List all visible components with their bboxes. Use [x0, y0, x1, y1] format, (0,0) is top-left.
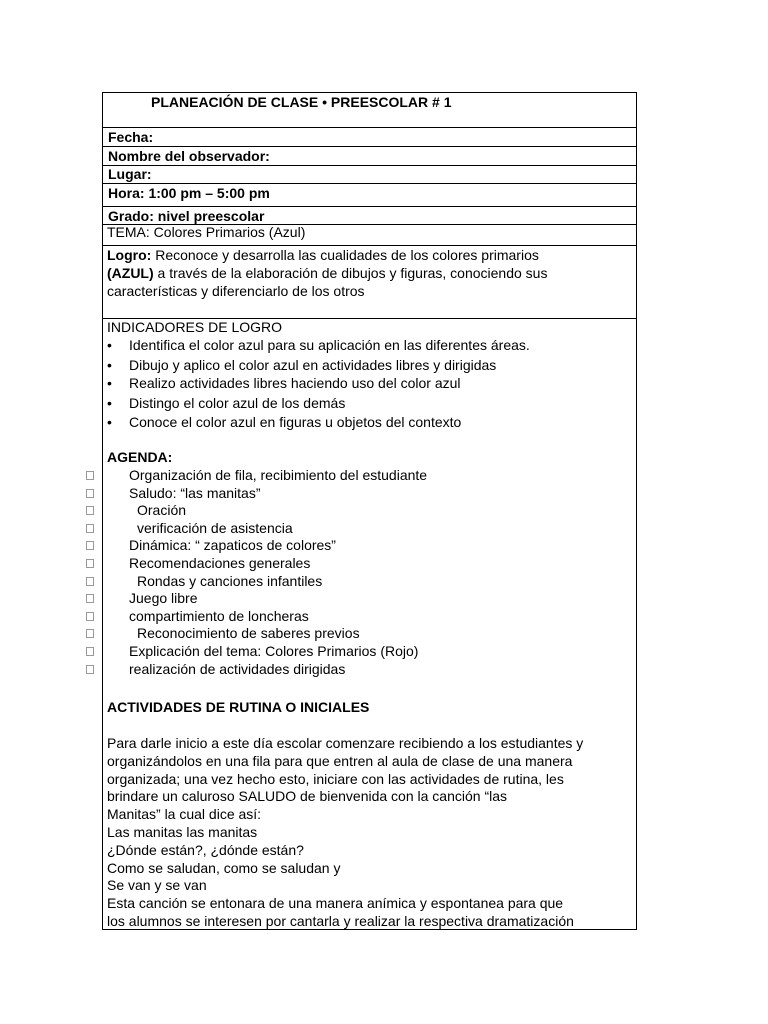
actividades-line: Para darle inicio a este día escolar comenzare recibiendo a los estudiantes y [107, 735, 584, 751]
actividades-line: Las manitas las manitas [107, 824, 258, 840]
logro-paragraph [107, 246, 632, 300]
checkbox-placeholder-icon [86, 506, 94, 515]
logro-row [103, 246, 636, 319]
bullet-icon: • [107, 414, 112, 430]
indicador-text: Conoce el color azul en figuras u objetos del contexto [129, 414, 462, 430]
checkbox-placeholder-icon [86, 594, 94, 603]
checkbox-placeholder-icon [86, 577, 94, 586]
indicador-text: Dibujo y aplico el color azul en actividades libres y dirigidas [129, 357, 497, 373]
observador-label: Nombre del observador: [108, 148, 270, 164]
agenda-item: Reconocimiento de saberes previos [137, 625, 360, 642]
grado-row [103, 207, 636, 225]
checkbox-placeholder-icon [86, 524, 94, 533]
actividades-line: Como se saludan, como se saludan y [107, 859, 341, 876]
checkbox-placeholder-icon [86, 612, 94, 621]
checkbox-placeholder-icon [86, 647, 94, 656]
actividades-line: Manitas” la cual dice así: [107, 806, 262, 823]
page-title: PLANEACIÓN DE CLASE • PREESCOLAR # 1 [151, 94, 452, 110]
tema-row [103, 225, 636, 246]
actividades-heading: ACTIVIDADES DE RUTINA O INICIALES [107, 699, 370, 715]
actividades-line: organizada; una vez hecho esto, iniciare con las actividades de rutina, les [107, 770, 564, 787]
lesson-plan-table [102, 92, 637, 930]
hora-row [103, 184, 636, 207]
checkbox-placeholder-icon [86, 541, 94, 550]
bullet-icon: • [107, 395, 112, 411]
agenda-item: Dinámica: “ zapaticos de colores” [129, 537, 336, 554]
actividades-line: los alumnos se interesen por cantarla y realizar la respectiva dramatización [107, 913, 574, 929]
bullet-icon: • [107, 337, 112, 353]
actividades-line: organizándolos en una fila para que entren al aula de clase de una manera [107, 752, 573, 769]
observador-row [103, 147, 636, 166]
checkbox-placeholder-icon [86, 489, 94, 498]
agenda-item: Recomendaciones generales [129, 555, 311, 571]
agenda-item: realización de actividades dirigidas [129, 660, 346, 677]
lugar-row [103, 166, 636, 184]
actividades-line: ¿Dónde están?, ¿dónde están? [107, 841, 304, 858]
indicadores-heading: INDICADORES DE LOGRO [107, 319, 283, 335]
bullet-icon: • [107, 375, 112, 391]
agenda-item: Explicación del tema: Colores Primarios (Rojo) [129, 643, 419, 659]
logro-line1: Reconoce y desarrolla las cualidades de los colores primarios [151, 247, 539, 263]
checkbox-placeholder-icon [86, 559, 94, 568]
logro-line3: características y diferenciarlo de los otros [107, 283, 365, 299]
lugar-label: Lugar: [108, 166, 152, 182]
tema-label: TEMA: Colores Primarios (Azul) [107, 224, 306, 240]
indicador-text: Distingo el color azul de los demás [129, 395, 346, 411]
hora-label: Hora: 1:00 pm – 5:00 pm [108, 185, 270, 201]
agenda-heading: AGENDA: [107, 449, 173, 465]
checkbox-placeholder-icon [86, 665, 94, 674]
actividades-line: Esta canción se entonara de una manera anímica y espontanea para que [107, 895, 564, 912]
indicador-text: Realizo actividades libres haciendo uso del color azul [129, 375, 461, 391]
fecha-label: Fecha: [108, 129, 154, 145]
actividades-line: brindare un caluroso SALUDO de bienvenida con la canción “las [107, 788, 508, 805]
fecha-row [103, 128, 636, 147]
azul-label: (AZUL) [107, 265, 154, 281]
logro-label: Logro: [107, 247, 152, 263]
logro-line2: a través de la elaboración de dibujos y figuras, conociendo sus [153, 265, 548, 281]
title-row [103, 93, 636, 128]
agenda-item: compartimiento de loncheras [129, 607, 309, 624]
agenda-item: Rondas y canciones infantiles [137, 572, 323, 589]
agenda-item: Saludo: “las manitas” [129, 484, 261, 501]
grado-label: Grado: nivel preescolar [108, 208, 265, 224]
checkbox-placeholder-icon [86, 629, 94, 638]
indicador-text: Identifica el color azul para su aplicación en las diferentes áreas. [129, 337, 530, 353]
agenda-item: Organización de fila, recibimiento del estudiante [129, 467, 428, 483]
agenda-item: Oración [137, 502, 187, 519]
bullet-icon: • [107, 357, 112, 373]
actividades-line: Se van y se van [107, 877, 207, 894]
agenda-item: Juego libre [129, 590, 198, 607]
checkbox-placeholder-icon [86, 471, 94, 480]
agenda-item: verificación de asistencia [137, 519, 293, 536]
